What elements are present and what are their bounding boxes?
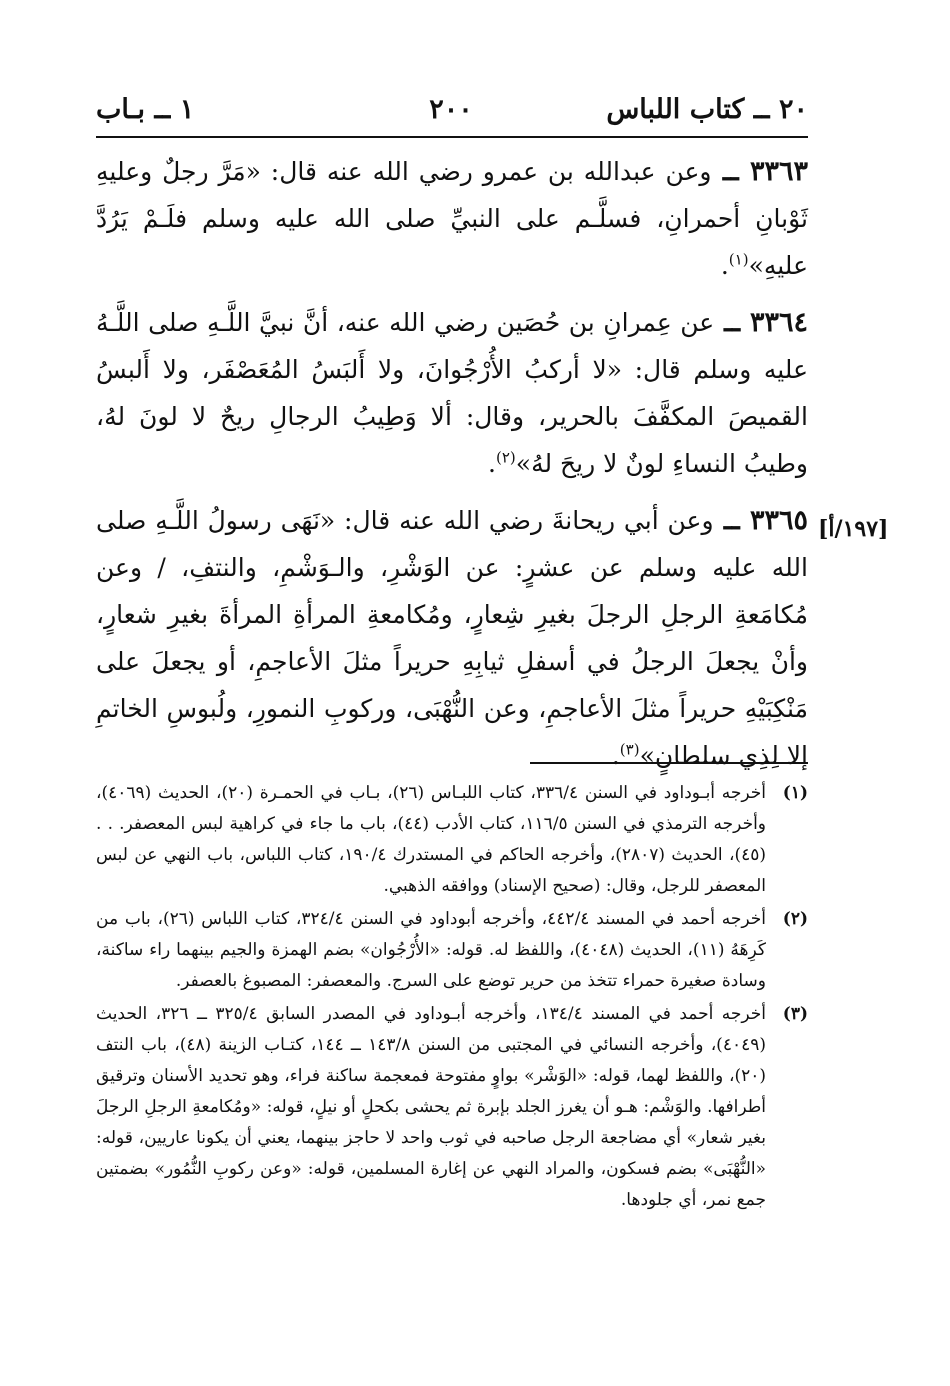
footnote-mark: (٣) bbox=[782, 1004, 808, 1024]
hadith-text: وعن عبدالله بن عمرو رضي الله عنه قال: «مَرَّ رجلٌ وعليهِ ثَوْبانِ أحمرانِ، فسلَّـم على النبيِّ صلى الله عليه وسلم فلَـمْ يَرُدَّ عليهِ» bbox=[96, 157, 808, 280]
footnote-text: أخرجه أحمد في المسند ١٣٤/٤، وأخرجه أبـوداود في المصدر السابق ٣٢٥/٤ ــ ٣٢٦، الحديث (٤٠٤٩)، وأخرجه النسائي في المجتبى من السنن ١٤٣/٨ ــ ١٤٤، كتـاب الزينة (٤٨)، باب النتف (٢٠)، واللفظ لهما، قوله: «الوَشْر» بواوٍ مفتوحة فمعجمة ساكنة فراء، وهو تحديد الأسنان وترقيق أطرافها. والوَشْم: هـو أن يغرز الجلد بإبرة ثم يحشى بكحلٍ أو نيلٍ، قوله: «ومُكامعةِ الرجلِ الرجلَ بغير شعار» أي مضاجعة الرجل صاحبه في ثوب واحد لا حاجز بينهما، يعني أن يكونا عاريين، قوله: «النُّهْبَى» بضم فسكون، والمراد النهي عن إغارة المسلمين، قوله: «وعن ركوبِ النُّمُور» بضمتين جمع نمر، أي جلودها. bbox=[96, 1004, 766, 1210]
hadith-number: ٣٣٦٥ bbox=[749, 505, 808, 536]
hadith-end: . bbox=[488, 449, 496, 478]
footnote bbox=[96, 999, 808, 1216]
hadith-end: . bbox=[611, 741, 620, 770]
hadith-text: عن عِمرانِ بن حُصَين رضي الله عنه، أنَّ نبيَّ اللَّـهِ صلى اللَّـهُ عليه وسلم قال: «لا أركبُ الأُرْجُوانَ، ولا أَلبَسُ المُعَصْفَر، ولا أَلبسُ القميصَ المكفَّفَ بالحرير، وقال: ألا وَطِيبُ الرجالِ ريحٌ لا لونَ لهُ، وطيبُ النساءِ لونٌ لا ريحَ لهُ» bbox=[96, 308, 809, 478]
section-title: ١ ــ بـاب bbox=[96, 94, 195, 125]
footnote-mark: (١) bbox=[782, 783, 808, 803]
hadith-end: . bbox=[720, 251, 729, 280]
hadith-number: ٣٣٦٣ bbox=[749, 156, 808, 187]
hadith-paragraph bbox=[96, 497, 808, 779]
hadith-paragraph bbox=[96, 148, 808, 289]
footnote bbox=[96, 904, 808, 997]
footnote-reference[interactable]: (٣) bbox=[619, 740, 640, 759]
footnote-mark: (٢) bbox=[782, 909, 808, 929]
header-rule bbox=[96, 136, 808, 138]
hadith-dash: ــ bbox=[714, 307, 750, 338]
hadith-paragraph bbox=[96, 299, 808, 487]
footnote bbox=[96, 778, 808, 902]
hadith-dash: ــ bbox=[711, 156, 750, 187]
chapter-title: ٢٠ ــ كتاب اللباس bbox=[606, 94, 808, 125]
manuscript-folio-marker: [١٩٧/أ] bbox=[818, 516, 889, 542]
footnote-reference[interactable]: (١) bbox=[728, 250, 749, 269]
hadith-text: وعن أبي ريحانةَ رضي الله عنه قال: «نَهَى رسولُ اللَّـهِ صلى الله عليه وسلم عن عشرٍ: عن الوَشْرِ، والـوَشْمِ، والنتفِ، / وعن مُكامَعةِ الرجلِ الرجلَ بغيرِ شِعارٍ، ومُكامعةِ المرأةِ المرأةَ بغيرِ شعارٍ، وأنْ يجعلَ الرجلُ في أسفلِ ثيابِهِ حريراً مثلَ الأعاجمِ، أو يجعلَ على مَنْكِبَيْهِ حريراً مثلَ الأعاجمِ، وعن النُّهْبَى، وركوبِ النمورِ، ولُبوسِ الخاتمِ إلا لِذِي سلطانٍ» bbox=[96, 506, 809, 770]
footnote-text: أخرجه أحمد في المسند ٤٤٢/٤، وأخرجه أبوداود في السنن ٣٢٤/٤، كتاب اللباس (٢٦)، باب من كَرِهَهُ (١١)، الحديث (٤٠٤٨)، واللفظ له. قوله: «الأُرْجُوان» بضم الهمزة والجيم بينهما راء ساكنة، وسادة صغيرة حمراء تتخذ من حرير توضع على السرج. والمعصفر: المصبوغ بالعصفر. bbox=[96, 909, 766, 991]
running-header bbox=[96, 94, 808, 134]
hadith-body bbox=[96, 148, 808, 789]
hadith-number: ٣٣٦٤ bbox=[749, 307, 808, 338]
footnote-rule bbox=[530, 762, 808, 764]
footnote-text: أخرجه أبـوداود في السنن ٣٣٦/٤، كتاب اللبـاس (٢٦)، بـاب في الحمـرة (٢٠)، الحديث (٤٠٦٩)، وأخرجه الترمذي في السنن ١١٦/٥، كتاب الأدب (٤٤)، باب ما جاء في كراهية لبس المعصفر. . . (٤٥)، الحديث (٢٨٠٧)، وأخرجه الحاكم في المستدرك ١٩٠/٤، كتاب اللباس، باب النهي عن لبس المعصفر للرجل، وقال: (صحيح الإسناد) ووافقه الذهبي. bbox=[96, 783, 767, 896]
page-number: ٢٠٠ bbox=[429, 94, 473, 125]
footnotes bbox=[96, 778, 808, 1218]
hadith-dash: ــ bbox=[713, 505, 750, 536]
footnote-reference[interactable]: (٢) bbox=[496, 448, 516, 467]
